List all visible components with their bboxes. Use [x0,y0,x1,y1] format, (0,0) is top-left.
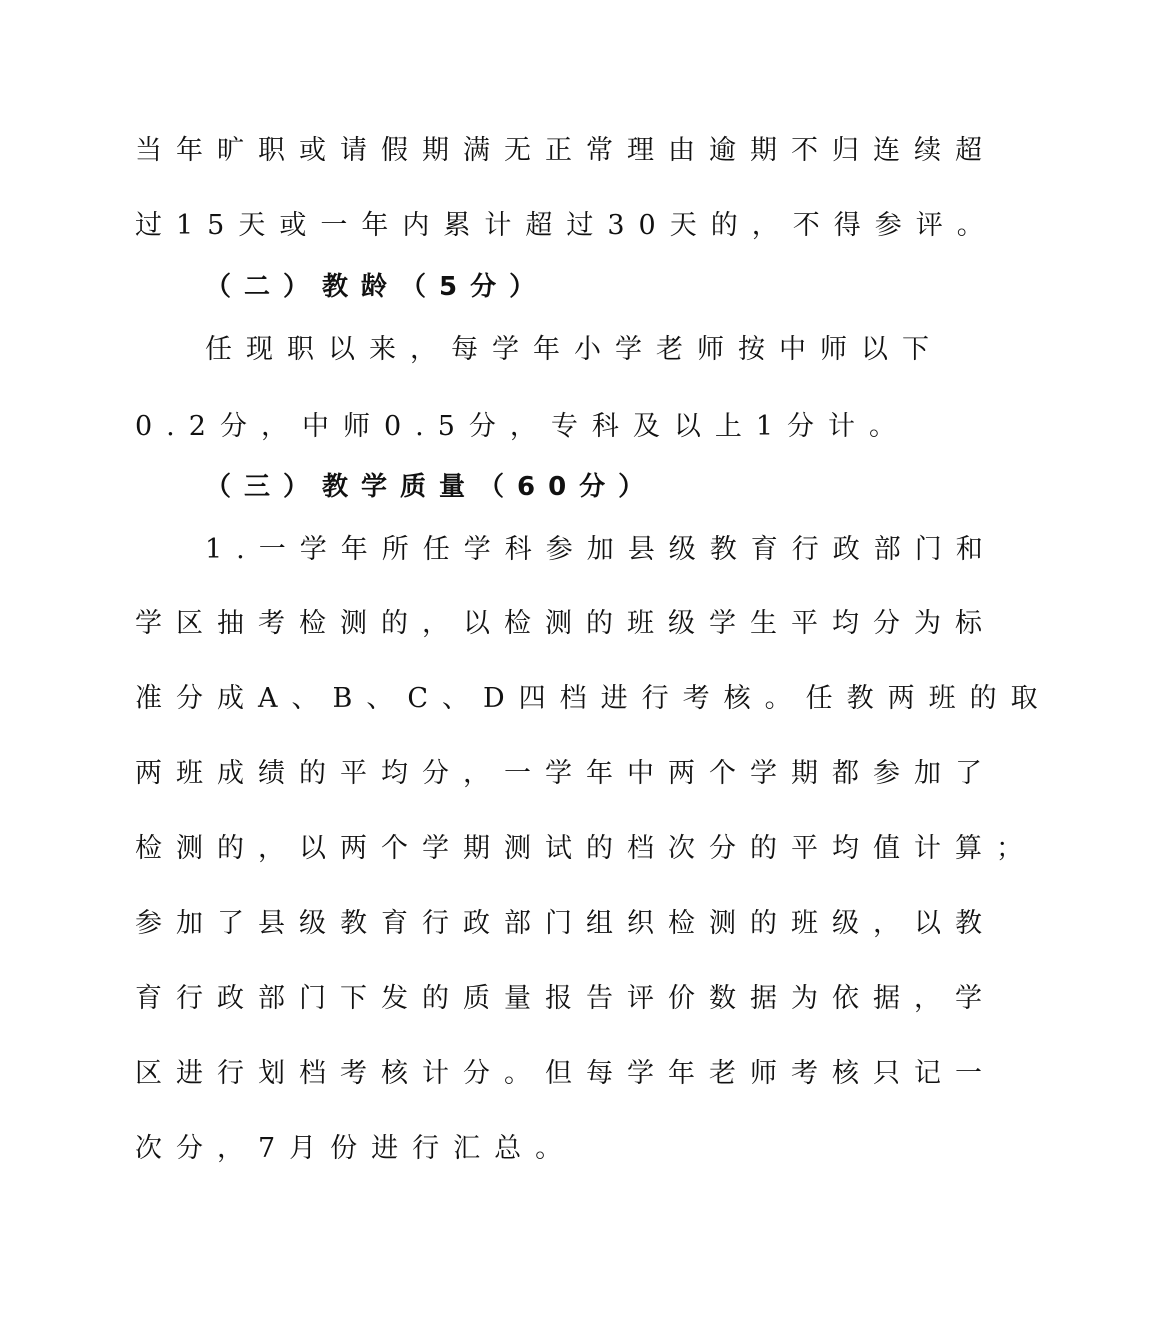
section-heading-teaching-years: （二）教龄（5分） [205,272,549,302]
paragraph-line-4: 任现职以来，每学年小学老师按中师以下 [205,334,943,365]
paragraph-line-15: 次分，7月份进行汇总。 [135,1133,577,1164]
paragraph-line-1: 当年旷职或请假期满无正常理由逾期不归连续超 [135,135,996,166]
paragraph-line-5: 0.2分，中师0.5分，专科及以上1分计。 [135,411,911,442]
section-heading-teaching-quality: （三）教学质量（60分） [205,472,658,502]
paragraph-line-2: 过15天或一年内累计超过30天的，不得参评。 [135,210,998,241]
paragraph-line-8: 学区抽考检测的，以检测的班级学生平均分为标 [135,608,996,639]
paragraph-line-13: 育行政部门下发的质量报告评价数据为依据，学 [135,983,996,1014]
paragraph-line-14: 区进行划档考核计分。但每学年老师考核只记一 [135,1058,996,1089]
paragraph-line-11: 检测的，以两个学期测试的档次分的平均值计算； [135,833,1037,864]
paragraph-line-9: 准分成A、B、C、D四档进行考核。任教两班的取 [135,683,1052,714]
paragraph-line-10: 两班成绩的平均分，一学年中两个学期都参加了 [135,758,996,789]
paragraph-line-12: 参加了县级教育行政部门组织检测的班级，以教 [135,908,996,939]
paragraph-line-7: 1.一学年所任学科参加县级教育行政部门和 [205,534,997,565]
